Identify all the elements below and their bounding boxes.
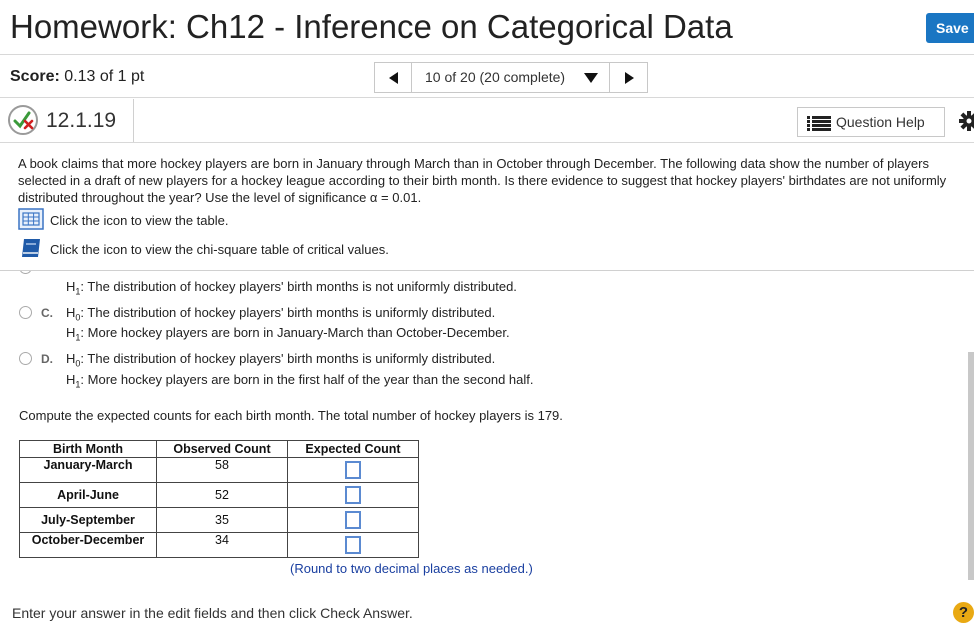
option-d-h1-text: More hockey players are born in the first half of the year than the second half. <box>87 372 534 387</box>
option-c-h0-text: The distribution of hockey players' birth months is uniformly distributed. <box>87 305 496 320</box>
option-c-h1 <box>66 325 510 343</box>
table-icon[interactable] <box>18 208 44 230</box>
view-table-label: Click the icon to view the table. <box>50 213 229 228</box>
question-help-button[interactable] <box>797 107 945 137</box>
gear-icon[interactable] <box>958 108 974 134</box>
next-question-button[interactable] <box>609 62 648 93</box>
expected-cell <box>288 458 419 483</box>
question-number: 12.1.19 <box>46 109 117 132</box>
help-icon[interactable]: ? <box>953 602 974 623</box>
table-row <box>20 483 419 508</box>
view-chi-square-label: Click the icon to view the chi-square table of critical values. <box>50 242 389 257</box>
question-selector-label: 10 of 20 (20 complete) <box>425 69 566 85</box>
option-d-h0 <box>66 351 495 369</box>
arrow-left-icon <box>389 72 398 84</box>
h0-symbol: $H_0$: <box>66 305 88 323</box>
observed-cell: 58 <box>157 458 288 483</box>
option-c-h1-text: More hockey players are born in January-March than October-December. <box>87 325 510 340</box>
score-label: Score: <box>10 68 60 85</box>
header-observed-count: Observed Count <box>157 441 288 458</box>
page-title: Homework: Ch12 - Inference on Categorical Data <box>10 8 733 45</box>
option-d-h0-text: The distribution of hockey players' birth months is uniformly distributed. <box>87 351 496 366</box>
list-icon <box>807 116 831 131</box>
save-button[interactable]: Save <box>926 13 974 43</box>
month-cell: January-March <box>20 458 157 483</box>
question-help-label: Question Help <box>836 114 925 130</box>
question-stem: A book claims that more hockey players are born in January through March than in October through December. The following data show the number of players selected in a draft of new players for a hockey league according to their birth month. Is there evidence to suggest that hockey players' birthdates are not uniformly distributed throughout the year? Use the level of significance α = 0.01. <box>18 156 947 205</box>
expected-input[interactable] <box>345 461 361 479</box>
answer-area <box>0 271 968 630</box>
option-c-h0 <box>66 305 495 323</box>
month-cell: October-December <box>20 533 157 558</box>
footer-instruction: Enter your answer in the edit fields and then click Check Answer. <box>12 605 413 621</box>
option-d-letter: D. <box>41 352 53 366</box>
month-cell: July-September <box>20 508 157 533</box>
option-c-letter: C. <box>41 306 53 320</box>
expected-input[interactable] <box>345 486 361 504</box>
partial-credit-icon <box>8 105 38 135</box>
data-table <box>19 440 419 558</box>
table-row <box>20 533 419 558</box>
observed-cell: 52 <box>157 483 288 508</box>
expected-input[interactable] <box>345 536 361 554</box>
option-b-h1-text: The distribution of hockey players' birth months is not uniformly distributed. <box>87 279 517 294</box>
header-expected-count: Expected Count <box>288 441 419 458</box>
instruction-text: Compute the expected counts for each birth month. The total number of hockey players is 179. <box>19 408 563 423</box>
table-row <box>20 508 419 533</box>
header-birth-month: Birth Month <box>20 441 157 458</box>
h0-symbol: $H_0$: <box>66 351 88 369</box>
expected-input[interactable] <box>345 511 361 529</box>
score-value: 0.13 of 1 pt <box>64 68 145 85</box>
observed-cell: 35 <box>157 508 288 533</box>
question-number-cell <box>0 99 134 142</box>
previous-question-button[interactable] <box>374 62 412 93</box>
h1-symbol: $H_1$: <box>66 372 88 390</box>
option-d-radio[interactable] <box>19 352 32 365</box>
option-c-radio[interactable] <box>19 306 32 319</box>
option-b-radio[interactable] <box>19 271 32 274</box>
scrollbar[interactable] <box>968 352 974 580</box>
title-bar <box>0 0 974 55</box>
h1-symbol: $H_1$: <box>66 325 88 343</box>
expected-cell <box>288 508 419 533</box>
observed-cell: 34 <box>157 533 288 558</box>
table-row <box>20 458 419 483</box>
expected-cell <box>288 483 419 508</box>
caret-down-icon <box>584 73 598 83</box>
rounding-note: (Round to two decimal places as needed.) <box>290 561 533 576</box>
h1-symbol: $H_1$: <box>66 279 88 297</box>
option-b-h1 <box>66 279 517 297</box>
book-icon[interactable] <box>18 237 44 259</box>
month-cell: April-June <box>20 483 157 508</box>
arrow-right-icon <box>625 72 634 84</box>
question-selector[interactable] <box>411 62 610 93</box>
expected-cell <box>288 533 419 558</box>
score-display <box>10 68 144 86</box>
table-header-row <box>20 441 419 458</box>
option-d-h1 <box>66 372 534 390</box>
